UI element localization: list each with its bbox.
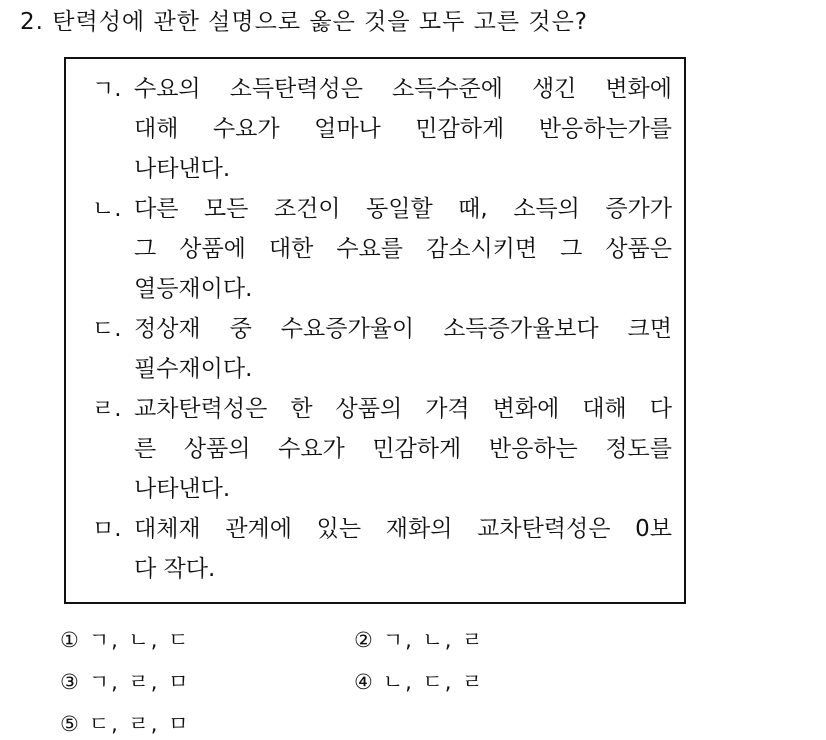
option-number: ④ xyxy=(354,670,373,694)
question-title: 2. 탄력성에 관한 설명으로 옳은 것을 모두 고른 것은? xyxy=(20,9,589,35)
statement-marker: ㄱ. xyxy=(92,76,122,102)
option-number: ⑤ xyxy=(60,712,79,736)
statement-line: 나타낸다. xyxy=(134,476,231,502)
option-3[interactable] xyxy=(60,668,190,696)
statement-line: 대체재 관계에 있는 재화의 교차탄력성은 0보 xyxy=(134,516,672,542)
statement-line: 다 작다. xyxy=(134,556,216,582)
statement-line: 그 상품에 대한 수요를 감소시키면 그 상품은 xyxy=(134,236,672,262)
statement-marker: ㄴ. xyxy=(92,196,122,222)
option-number: ② xyxy=(354,628,373,652)
option-text: ㄱ, ㄴ, ㄹ xyxy=(382,628,485,652)
statement-line: 나타낸다. xyxy=(134,156,231,182)
option-text: ㄱ, ㄴ, ㄷ xyxy=(88,628,191,652)
statement-box xyxy=(64,57,686,604)
option-text: ㄱ, ㄹ, ㅁ xyxy=(88,670,191,694)
statement-marker: ㄹ. xyxy=(92,396,122,422)
statement-marker: ㄷ. xyxy=(92,316,122,342)
option-text: ㄷ, ㄹ, ㅁ xyxy=(88,712,191,736)
option-text: ㄴ, ㄷ, ㄹ xyxy=(382,670,485,694)
statement-line: 교차탄력성은 한 상품의 가격 변화에 대해 다 xyxy=(134,396,672,422)
statement-item xyxy=(92,189,672,309)
option-number: ③ xyxy=(60,670,79,694)
statement-line: 대해 수요가 얼마나 민감하게 반응하는가를 xyxy=(134,116,672,142)
option-4[interactable] xyxy=(354,668,484,696)
statement-line: 다른 모든 조건이 동일할 때, 소득의 증가가 xyxy=(134,196,672,222)
option-number: ① xyxy=(60,628,79,652)
statement-line: 정상재 중 수요증가율이 소득증가율보다 크면 xyxy=(134,316,672,342)
statement-marker: ㅁ. xyxy=(92,516,122,542)
statement-item xyxy=(92,69,672,189)
option-2[interactable] xyxy=(354,626,484,654)
statement-line: 열등재이다. xyxy=(134,276,253,302)
statement-line: 수요의 소득탄력성은 소득수준에 생긴 변화에 xyxy=(134,76,672,102)
statement-item xyxy=(92,309,672,389)
statement-line: 필수재이다. xyxy=(134,356,253,382)
option-1[interactable] xyxy=(60,626,190,654)
statement-item xyxy=(92,389,672,509)
option-5[interactable] xyxy=(60,710,190,738)
statement-item xyxy=(92,509,672,589)
statement-line: 른 상품의 수요가 민감하게 반응하는 정도를 xyxy=(134,436,672,462)
